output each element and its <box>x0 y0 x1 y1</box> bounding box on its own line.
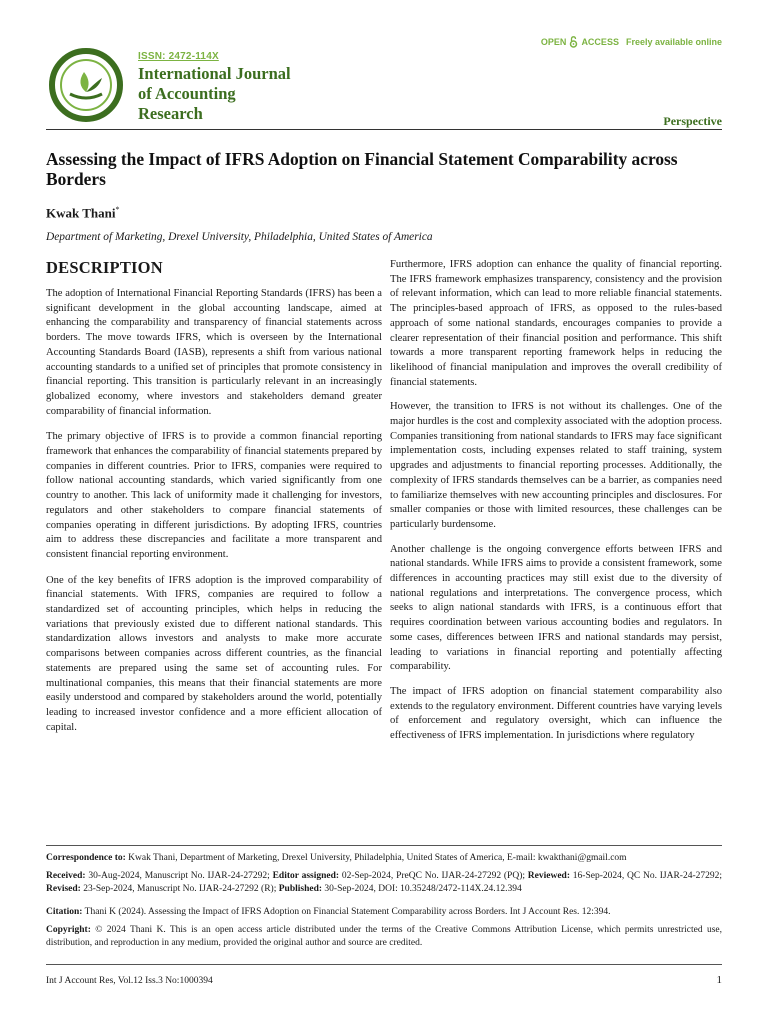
body-paragraph: The primary objective of IFRS is to provide a common financial reporting framework that enhances the comparability of financial statements prepared by companies in different countries. Prior to IFRS, companies were required to follow national accounting standards, which varied significantly from one country to another. This lack of uniformity made it challenging for investors, regulators and other stakeholders to compare financial statements of companies operating in different jurisdictions. By adopting IFRS, countries aim to address these discrepancies and facilitate a more transparent and consistent financial reporting environment. <box>46 431 382 560</box>
citation <box>46 906 722 919</box>
copyright-label: Copyright: <box>46 925 91 935</box>
page-number: 1 <box>716 974 722 986</box>
left-column <box>46 257 382 746</box>
header-divider <box>46 129 722 130</box>
body-paragraph: Furthermore, IFRS adoption can enhance the quality of financial reporting. The IFRS framework emphasizes transparency, consistency and the provision of relevant information, which can lead to more reliable financial statements. The principles-based approach of IFRS, as opposed to the rules-based approach of some national standards, encourages companies to provide a clearer representation of their financial position and performance. This shift towards a more transparent reporting framework helps in reducing the likelihood of financial manipulation and improves the overall credibility of financial statements. <box>390 259 722 388</box>
correspondence <box>46 852 722 865</box>
article-title: Assessing the Impact of IFRS Adoption on Financial Statement Comparability across Borders <box>46 149 678 189</box>
journal-name <box>138 64 291 124</box>
open-label: OPEN <box>540 37 567 47</box>
open-access-badge <box>541 36 722 48</box>
open-lock-icon <box>569 36 578 48</box>
editor-text: 02-Sep-2024, PreQC No. IJAR-24-27292 (PQ); <box>341 871 525 881</box>
right-column <box>390 258 722 754</box>
author-name: Kwak Thani <box>46 205 116 221</box>
reviewed-text: 16-Sep-2024, QC No. IJAR-24-27292; <box>572 871 723 881</box>
revised-label: Revised: <box>46 884 81 894</box>
correspondence-text: Kwak Thani, Department of Marketing, Drexel University, Philadelphia, United States of America, E-mail: kwakthani@gmail.com <box>128 853 627 863</box>
access-label: ACCESS <box>581 37 619 47</box>
body-paragraph: One of the key benefits of IFRS adoption is the improved comparability of financial statements. With IFRS, companies are required to follow a standardized set of accounting principles, which helps in reducing the variations that previously existed due to different national standards. This standardization allows investors and analysts to make more accurate comparisons between companies across different countries, as the financial statements are prepared using the same set of accounting rules. For multinational companies, this means that their financial statements are more easily understood and compared by stakeholders around the world, potentially leading to increased investor confidence and a more efficient allocation of capital. <box>46 574 382 733</box>
citation-label: Citation: <box>46 907 83 917</box>
body-paragraph: The adoption of International Financial Reporting Standards (IFRS) has been a significant development in the global accounting landscape, aimed at enhancing the comparability and transparency of financial statements across borders. The move towards IFRS, which is overseen by the International Accounting Standards Board (IASB), represents a shift from various national accounting standards to a unified set of principles that promote consistency in financial reporting. This transition is particularly relevant in an increasingly globalized economy, where investors and stakeholders demand greater comparability of financial information. <box>46 288 382 417</box>
citation-text: Thani K (2024). Assessing the Impact of IFRS Adoption on Financial Statement Comparability across Borders. Int J Account Res. 12:394. <box>84 907 611 917</box>
issn: ISSN: 2472-114X <box>138 51 219 62</box>
footnote-divider <box>46 845 722 846</box>
published-text: 30-Sep-2024, DOI: 10.35248/2472-114X.24.12.394 <box>324 884 522 894</box>
copyright <box>46 924 722 950</box>
affiliation: Department of Marketing, Drexel University, Philadelphia, United States of America <box>46 231 433 243</box>
correspondence-label: Correspondence to: <box>46 853 126 863</box>
body-paragraph: However, the transition to IFRS is not without its challenges. One of the major hurdles is the cost and complexity associated with the adoption process. Companies transitioning from national standards to IFRS may face significant implementation costs, including expenses related to staff training, system upgrades and adjustments to financial reporting processes. Additionally, the complexity of IFRS standards themselves can be a barrier, as companies need to familiarize themselves with new accounting principles and disclosures. For smaller companies or those with limited resources, these challenges can be particularly burdensome. <box>390 401 722 530</box>
copyright-text: © 2024 Thani K. This is an open access article distributed under the terms of the Creative Commons Attribution License, which permits unrestricted use, distribution, and reproduction in any medium, provided the original author and source are credited. <box>46 925 722 948</box>
journal-reference: Int J Account Res, Vol.12 Iss.3 No:1000394 <box>46 976 213 986</box>
editor-label: Editor assigned: <box>272 871 340 881</box>
journal-name-line: International Journal <box>138 64 291 83</box>
revised-text: 23-Sep-2024, Manuscript No. IJAR-24-27292 (R); <box>83 884 277 894</box>
journal-name-line: Research <box>138 104 203 123</box>
section-heading: DESCRIPTION <box>46 258 163 277</box>
body-paragraph: The impact of IFRS adoption on financial statement comparability also extends to the regulatory environment. Different countries have varying levels of enforcement and regulatory oversight, which can influence the effectiveness of IFRS implementation. In jurisdictions where regulatory <box>390 685 722 742</box>
history-dates <box>46 870 722 896</box>
received-label: Received: <box>46 871 86 881</box>
footer-divider <box>46 964 722 965</box>
journal-name-line: of Accounting <box>138 84 236 103</box>
body-paragraph: Another challenge is the ongoing convergence efforts between IFRS and national standards. While IFRS aims to provide a consistent framework, some differences in accounting practices may still exist due to the diversity of national regulations and interpretations. The convergence process, which seeks to align national standards with IFRS, is a continuous effort that requires coordination between various accounting bodies and regulators. In some cases, differences between IFRS and national standards may persist, leading to variations in financial reporting and potentially affecting comparability. <box>390 543 722 673</box>
journal-logo <box>46 48 126 122</box>
author-mark: * <box>115 205 120 214</box>
article-type: Perspective <box>663 114 722 128</box>
reviewed-label: Reviewed: <box>527 871 570 881</box>
author <box>46 205 120 221</box>
received-text: 30-Aug-2024, Manuscript No. IJAR-24-27292; <box>88 871 270 881</box>
freely-available-label: Freely available online <box>625 37 722 47</box>
published-label: Published: <box>278 884 323 894</box>
